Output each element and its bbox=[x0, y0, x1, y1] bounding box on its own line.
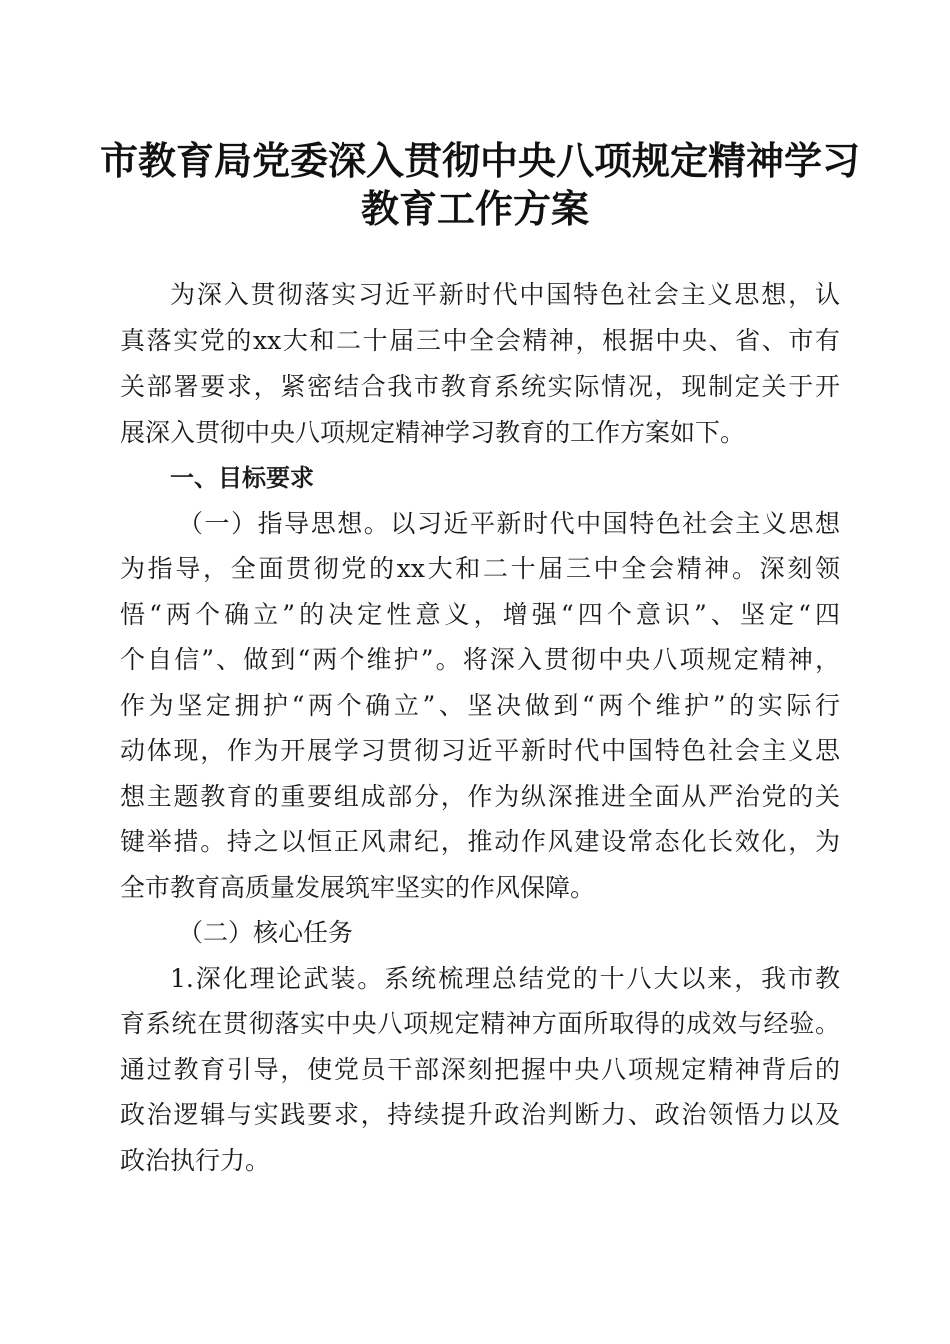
task-paragraph-line: 育系统在贯彻落实中央八项规定精神方面所取得的成效与经验。 bbox=[120, 1009, 840, 1038]
guiding-paragraph-line: 为指导，全面贯彻党的xx大和二十届三中全会精神。深刻领 bbox=[120, 554, 840, 583]
document-title-line-2: 教育工作方案 bbox=[360, 186, 589, 231]
guiding-paragraph-line: 动体现，作为开展学习贯彻习近平新时代中国特色社会主义思 bbox=[120, 736, 840, 765]
guiding-paragraph-line: 全市教育高质量发展筑牢坚实的作风保障。 bbox=[120, 873, 596, 902]
guiding-paragraph-line: 个自信”、做到“两个维护”。将深入贯彻中央八项规定精神， bbox=[120, 645, 840, 674]
task-paragraph-line: 政治执行力。 bbox=[120, 1146, 271, 1175]
task-paragraph-line: 通过教育引导，使党员干部深刻把握中央八项规定精神背后的 bbox=[120, 1055, 840, 1084]
guiding-paragraph-line: 想主题教育的重要组成部分，作为纵深推进全面从严治党的关 bbox=[120, 782, 840, 811]
intro-paragraph-line: 为深入贯彻落实习近平新时代中国特色社会主义思想，认 bbox=[170, 280, 840, 309]
guiding-paragraph-line: 键举措。持之以恒正风肃纪，推动作风建设常态化长效化，为 bbox=[120, 827, 840, 856]
intro-paragraph-line: 真落实党的xx大和二十届三中全会精神，根据中央、省、市有 bbox=[120, 326, 840, 355]
task-paragraph-line: 1.深化理论武装。系统梳理总结党的十八大以来，我市教 bbox=[170, 964, 840, 993]
document-title-line-1: 市教育局党委深入贯彻中央八项规定精神学习 bbox=[100, 138, 861, 183]
guiding-paragraph-line: 悟“两个确立”的决定性意义，增强“四个意识”、坚定“四 bbox=[120, 600, 840, 629]
section-heading-goals: 一、目标要求 bbox=[170, 464, 314, 492]
intro-paragraph-line: 关部署要求，紧密结合我市教育系统实际情况，现制定关于开 bbox=[120, 372, 840, 401]
subsection-heading-core-tasks: （二）核心任务 bbox=[178, 918, 354, 947]
guiding-paragraph-line: 作为坚定拥护“两个确立”、坚决做到“两个维护”的实际行 bbox=[120, 691, 840, 720]
guiding-paragraph-line: （一）指导思想。以习近平新时代中国特色社会主义思想 bbox=[178, 509, 840, 538]
task-paragraph-line: 政治逻辑与实践要求，持续提升政治判断力、政治领悟力以及 bbox=[120, 1100, 840, 1129]
intro-paragraph-line: 展深入贯彻中央八项规定精神学习教育的工作方案如下。 bbox=[120, 418, 746, 447]
